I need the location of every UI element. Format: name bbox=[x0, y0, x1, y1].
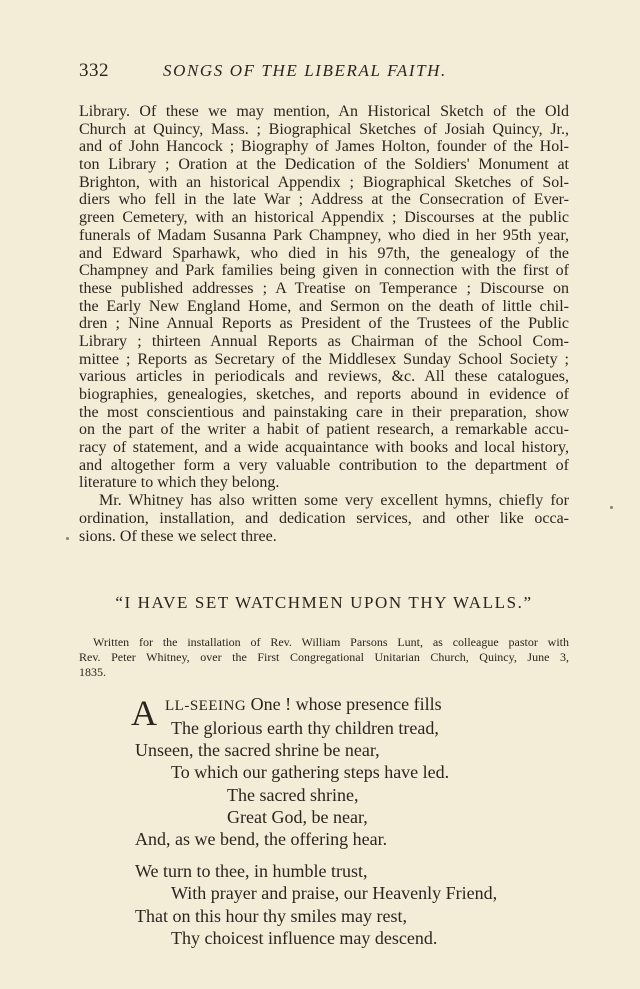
verse-line: And, as we bend, the offering hear. bbox=[135, 828, 388, 849]
verse-line: With prayer and praise, our Heavenly Friend, bbox=[171, 883, 498, 904]
text-line: the Early New England Home, and Sermon on the death of little chil- bbox=[79, 297, 569, 315]
text-line: ton Library ; Oration at the Dedication of the Soldiers' Monument at bbox=[79, 156, 569, 174]
running-head: SONGS OF THE LIBERAL FAITH. bbox=[163, 61, 447, 80]
note-line: Rev. Peter Whitney, over the First Congregational Unitarian Church, Quincy, June 3, bbox=[79, 650, 569, 664]
hymn-title: “I HAVE SET WATCHMEN UPON THY WALLS.” bbox=[115, 593, 533, 612]
text-line: on the part of the writer a habit of patient research, a remarkable accu- bbox=[79, 421, 569, 439]
note-line: 1835. bbox=[79, 665, 106, 679]
note-line: Written for the installation of Rev. William Parsons Lunt, as colleague pastor with bbox=[93, 635, 569, 649]
verse-line: The sacred shrine, bbox=[227, 784, 359, 805]
text-line: sions. Of these we select three. bbox=[79, 527, 277, 545]
verse-line: The glorious earth thy children tread, bbox=[171, 718, 439, 738]
verse-line: Unseen, the sacred shrine be near, bbox=[135, 740, 380, 761]
text-line: biographies, genealogies, sketches, and reports abound in evidence of bbox=[79, 386, 569, 403]
page-header bbox=[79, 60, 571, 84]
stanza-2 bbox=[79, 860, 569, 949]
verse-line: Thy choicest influence may descend. bbox=[171, 927, 438, 948]
margin-speck bbox=[610, 506, 613, 509]
text-line: various articles in periodicals and reviews, &c. All these catalogues, bbox=[79, 368, 569, 386]
text-line: diers who fell in the late War ; Address at the Consecration of Ever- bbox=[79, 191, 569, 209]
page-number: 332 bbox=[79, 60, 109, 81]
first-line-text bbox=[165, 693, 442, 717]
text-line: Church at Quincy, Mass. ; Biographical Sketches of Josiah Quincy, Jr., bbox=[79, 120, 569, 138]
text-line: Brighton, with an historical Appendix ; Biographical Sketches of Sol- bbox=[79, 173, 569, 191]
body-text bbox=[79, 103, 569, 545]
text-line: Mr. Whitney has also written some very excellent hymns, chiefly for bbox=[99, 492, 569, 510]
hymn-note bbox=[79, 635, 569, 680]
verse-line: That on this hour thy smiles may rest, bbox=[135, 905, 407, 926]
text-line: mittee ; Reports as Secretary of the Middlesex Sunday School Society ; bbox=[79, 350, 569, 368]
text-line: Library ; thirteen Annual Reports as Chairman of the School Com- bbox=[79, 332, 569, 350]
hymn-verse bbox=[79, 693, 569, 949]
verse-line: To which our gathering steps have led. bbox=[171, 762, 450, 783]
verse-line: We turn to thee, in humble trust, bbox=[135, 861, 368, 882]
text-line: ordination, installation, and dedication services, and other like occa- bbox=[79, 509, 569, 527]
text-line: and of John Hancock ; Biography of James Holton, founder of the Hol- bbox=[79, 138, 569, 156]
margin-speck bbox=[66, 537, 69, 540]
text-line: the most conscientious and painstaking care in their preparation, show bbox=[79, 403, 569, 421]
text-line: these published addresses ; A Treatise on Temperance ; Discourse on bbox=[79, 279, 569, 297]
text-line: green Cemetery, with an historical Appendix ; Discourses at the public bbox=[79, 209, 569, 227]
text-line: literature to which they belong. bbox=[79, 474, 280, 492]
text-line: Library. Of these we may mention, An Historical Sketch of the Old bbox=[79, 103, 569, 120]
verse-line: Great God, be near, bbox=[227, 806, 368, 827]
text-line: Champney and Park families being given in connection with the first of bbox=[79, 262, 569, 280]
first-line-rest: One ! whose presence fills bbox=[246, 694, 442, 714]
text-line: funerals of Madam Susanna Park Champney, who died in her 95th year, bbox=[79, 226, 569, 244]
drop-cap: A bbox=[131, 693, 157, 733]
text-line: and Edward Sparhawk, who died in his 97th, the genealogy of the bbox=[79, 244, 569, 262]
text-line: racy of statement, and a wide acquaintance with books and local history, bbox=[79, 439, 569, 457]
text-line: dren ; Nine Annual Reports as President of the Trustees of the Public bbox=[79, 315, 569, 333]
text-line: and altogether form a very valuable contribution to the department of bbox=[79, 456, 569, 474]
first-line-caps: LL-SEEING bbox=[165, 698, 247, 714]
